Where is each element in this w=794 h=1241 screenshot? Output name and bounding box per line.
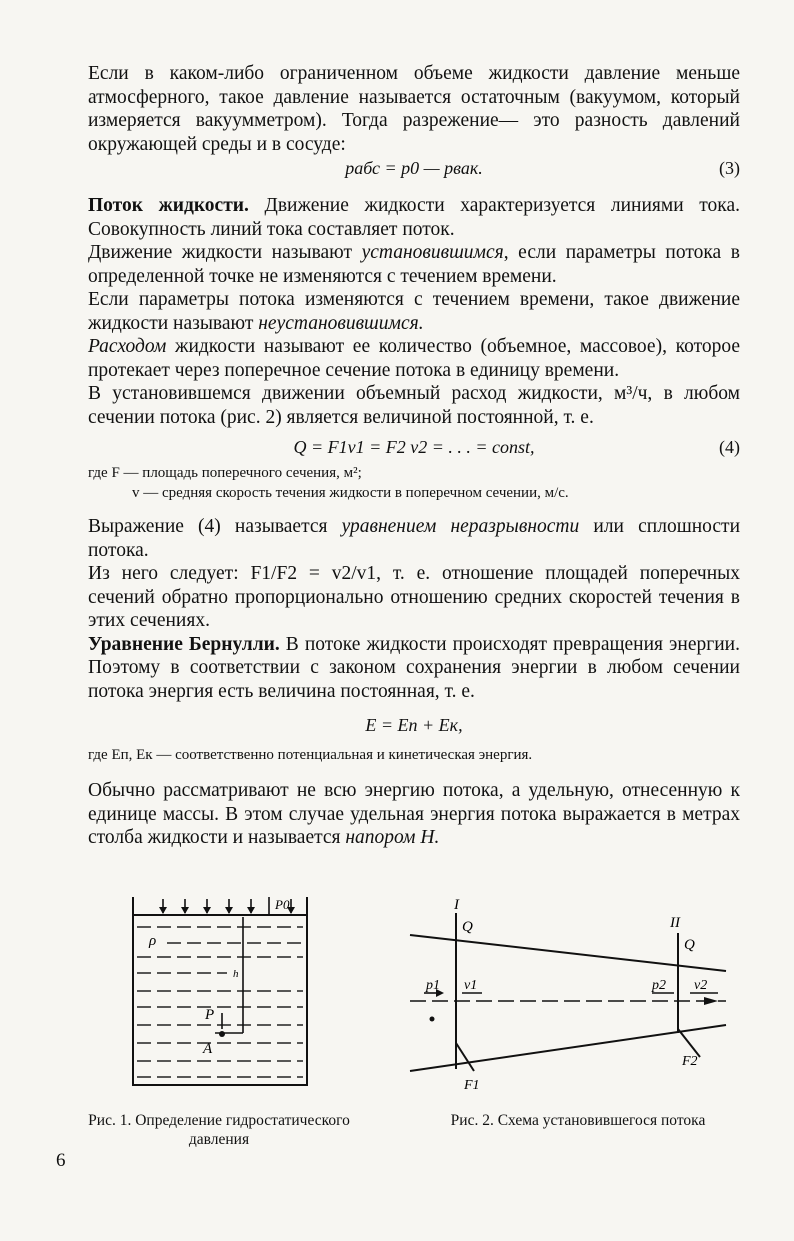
formula-energy-text: E = Eп + Eк, xyxy=(365,715,463,735)
page-body xyxy=(88,62,740,850)
text: В потоке жидкости происходят превращения энергии. Поэтому в соответствии с законом сохранения энергии в любом сечении потока энергия есть величина постоянная, т. е. xyxy=(88,633,740,702)
paragraph-flow-text: Движение жидкости характеризуется линиями тока. Совокупность линий тока составляет поток. xyxy=(88,195,740,240)
text: или сплошности потока. xyxy=(88,516,740,561)
paragraph-unsteady xyxy=(88,288,740,335)
paragraph-continuity xyxy=(88,515,740,562)
where-f: где F — площадь поперечного сечения, м²; xyxy=(88,465,362,481)
paragraph-volume-flow: В установившемся движении объемный расход жидкости, м³/ч, в любом сечении потока (рис. 2) является величиной постоянной, т. е. xyxy=(88,383,740,428)
formula-3 xyxy=(88,156,740,184)
label-f1: F1 xyxy=(464,1078,480,1093)
where-v-text: v — средняя скорость течения жидкости в поперечном сечении, м/с. xyxy=(132,485,569,501)
formula-energy xyxy=(88,713,740,741)
text: Выражение (4) называется xyxy=(88,516,342,537)
heading-flow: Поток жидкости. xyxy=(88,195,249,216)
paragraph-flow xyxy=(88,194,740,241)
text: Обычно рассматривают не всю энергию потока, а удельную, отнесенную к единице массы. В этом случае удельная энергия потока выражается в метрах столба жидкости и называется xyxy=(88,780,740,848)
paragraph-ratio: Из него следует: F1/F2 = v2/v1, т. е. отношение площадей поперечных сечений обратно пропорционально отношению средних скоростей течения в этих сечениях. xyxy=(88,563,740,631)
label-h: h xyxy=(233,968,239,980)
figures xyxy=(0,893,794,1153)
term-unsteady: неустановившимся. xyxy=(258,312,424,334)
label-v1: v1 xyxy=(464,978,478,993)
text: , если параметры потока в определенной точке не изменяются с течением времени. xyxy=(88,242,740,287)
formula-4-text: Q = F1v1 = F2 v2 = . . . = const, xyxy=(293,437,535,457)
where-energy: где Eп, Eк — соответственно потенциальная и кинетическая энергия. xyxy=(88,747,533,763)
paragraph-bernoulli xyxy=(88,633,740,704)
formula-4-number: (4) xyxy=(719,437,740,457)
page-number: 6 xyxy=(56,1150,66,1171)
heading-bernoulli: Уравнение Бернулли. xyxy=(88,633,280,655)
figure-1-vessel xyxy=(127,893,327,1093)
where-v xyxy=(88,483,740,503)
label-rho: ρ xyxy=(149,933,157,949)
label-q2: Q xyxy=(684,937,695,953)
label-p0: P0 xyxy=(275,897,290,912)
text: Если параметры потока изменяются с течением времени, такое движение жидкости называют xyxy=(88,289,740,334)
label-q1: Q xyxy=(462,919,473,935)
figure-1-caption: Рис. 1. Определение гидростатического давления xyxy=(88,1112,350,1148)
label-p1: p1 xyxy=(426,978,440,993)
label-section-1: I xyxy=(454,897,459,913)
formula-3-text: pабс = p0 — pвак. xyxy=(345,158,483,178)
paragraph-steady xyxy=(88,241,740,288)
text: Движение жидкости называют xyxy=(88,242,362,263)
label-a: A xyxy=(203,1041,213,1057)
paragraph-vacuum: Если в каком-либо ограниченном объеме жидкости давление меньше атмосферного, такое давление называется остаточным (вакуумом, который измеряется вакуумметром). Тогда разрежение— это разность давлений окружающей среды и в сосуде: xyxy=(88,63,740,155)
term-continuity: уравнением неразрывности xyxy=(341,516,580,537)
term-head: напором H. xyxy=(345,827,440,848)
label-section-2: II xyxy=(670,915,680,931)
label-v2: v2 xyxy=(694,978,708,993)
figure-2-flow xyxy=(406,893,736,1103)
formula-3-number: (3) xyxy=(719,158,740,178)
label-f2: F2 xyxy=(682,1054,698,1069)
label-p2: p2 xyxy=(652,978,666,993)
figure-2-caption: Рис. 2. Схема установившегося потока xyxy=(450,1112,706,1129)
term-steady: установившимся xyxy=(361,242,504,263)
formula-4 xyxy=(88,435,740,463)
text: жидкости называют ее количество (объемное, массовое), которое протекает через поперечное сечение потока в единицу времени. xyxy=(88,336,740,381)
term-discharge: Расходом xyxy=(88,336,167,357)
paragraph-head xyxy=(88,779,740,850)
paragraph-discharge xyxy=(88,335,740,382)
label-p: P xyxy=(205,1007,215,1023)
